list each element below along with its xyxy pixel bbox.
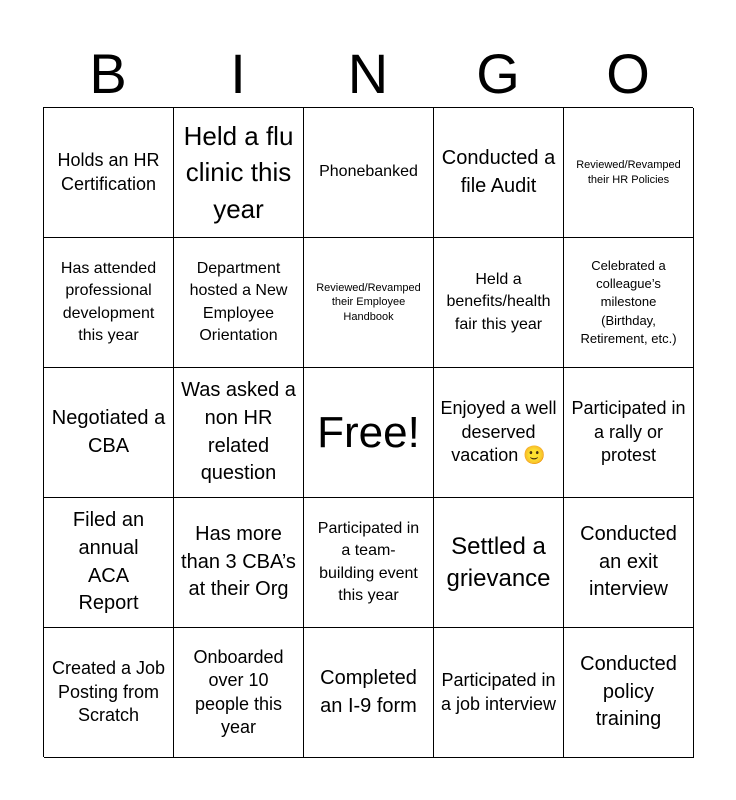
- cell-text: Participated in a rally or protest: [571, 398, 686, 466]
- bingo-cell[interactable]: [434, 108, 564, 238]
- bingo-cell[interactable]: [44, 628, 174, 758]
- cell-text: Celebrated a colleague’s milestone (Birthday, Retirement, etc.): [580, 258, 677, 346]
- cell-text: Holds an HR Certification: [57, 150, 160, 194]
- bingo-cell[interactable]: [174, 498, 304, 628]
- bingo-cell[interactable]: [44, 238, 174, 368]
- bingo-cell[interactable]: [564, 368, 694, 498]
- cell-text: Negotiated a CBA: [51, 406, 166, 457]
- bingo-cell[interactable]: [174, 368, 304, 498]
- header-letter-o: O: [606, 42, 650, 105]
- cell-text: Enjoyed a well deserved vacation 🙂: [440, 398, 557, 466]
- cell-text: Conducted policy training: [580, 653, 677, 731]
- cell-text: Reviewed/Revamped their HR Policies: [576, 159, 681, 186]
- bingo-cell[interactable]: [564, 238, 694, 368]
- cell-text: Was asked a non HR related question: [181, 379, 296, 485]
- bingo-cell[interactable]: [564, 108, 694, 238]
- cell-text: Participated in a team-building event this year: [317, 519, 420, 604]
- cell-text: Conducted an exit interview: [580, 523, 677, 601]
- bingo-cell[interactable]: [304, 498, 434, 628]
- bingo-cell[interactable]: [304, 108, 434, 238]
- header-letter-i: I: [230, 42, 246, 105]
- cell-text: Held a flu clinic this year: [183, 120, 294, 224]
- bingo-cell[interactable]: [434, 368, 564, 498]
- cell-text: Completed an I-9 form: [320, 666, 417, 717]
- bingo-cell[interactable]: [304, 238, 434, 368]
- cell-text: Conducted a file Audit: [441, 146, 556, 197]
- bingo-header: [43, 40, 693, 108]
- cell-text: Filed an annual ACA Report: [72, 509, 145, 615]
- bingo-cell[interactable]: [44, 108, 174, 238]
- cell-text: Reviewed/Revamped their Employee Handbook: [316, 282, 421, 323]
- cell-text: Phonebanked: [319, 163, 418, 181]
- bingo-cell[interactable]: [304, 628, 434, 758]
- bingo-cell[interactable]: [564, 628, 694, 758]
- header-letter-g: G: [476, 42, 520, 105]
- cell-text: Has attended professional development this year: [60, 259, 157, 344]
- bingo-cell[interactable]: [434, 498, 564, 628]
- bingo-cell[interactable]: [174, 108, 304, 238]
- bingo-board: [43, 107, 693, 757]
- bingo-cell[interactable]: [44, 498, 174, 628]
- free-space-text: Free!: [317, 407, 420, 457]
- cell-text: Settled a grievance: [446, 533, 551, 592]
- bingo-cell[interactable]: [174, 238, 304, 368]
- bingo-cell[interactable]: [174, 628, 304, 758]
- cell-text: Created a Job Posting from Scratch: [51, 658, 166, 726]
- bingo-cell[interactable]: [434, 628, 564, 758]
- bingo-cell[interactable]: [564, 498, 694, 628]
- cell-text: Has more than 3 CBA’s at their Org: [181, 523, 296, 601]
- bingo-cell[interactable]: [44, 368, 174, 498]
- cell-text: Held a benefits/health fair this year: [446, 270, 551, 333]
- header-letter-n: N: [347, 42, 389, 105]
- cell-text: Onboarded over 10 people this year: [193, 646, 284, 737]
- cell-text: Participated in a job interview: [440, 670, 557, 714]
- header-letter-b: B: [89, 42, 127, 105]
- free-space-cell[interactable]: [304, 368, 434, 498]
- cell-text: Department hosted a New Employee Orientation: [189, 259, 288, 344]
- bingo-cell[interactable]: [434, 238, 564, 368]
